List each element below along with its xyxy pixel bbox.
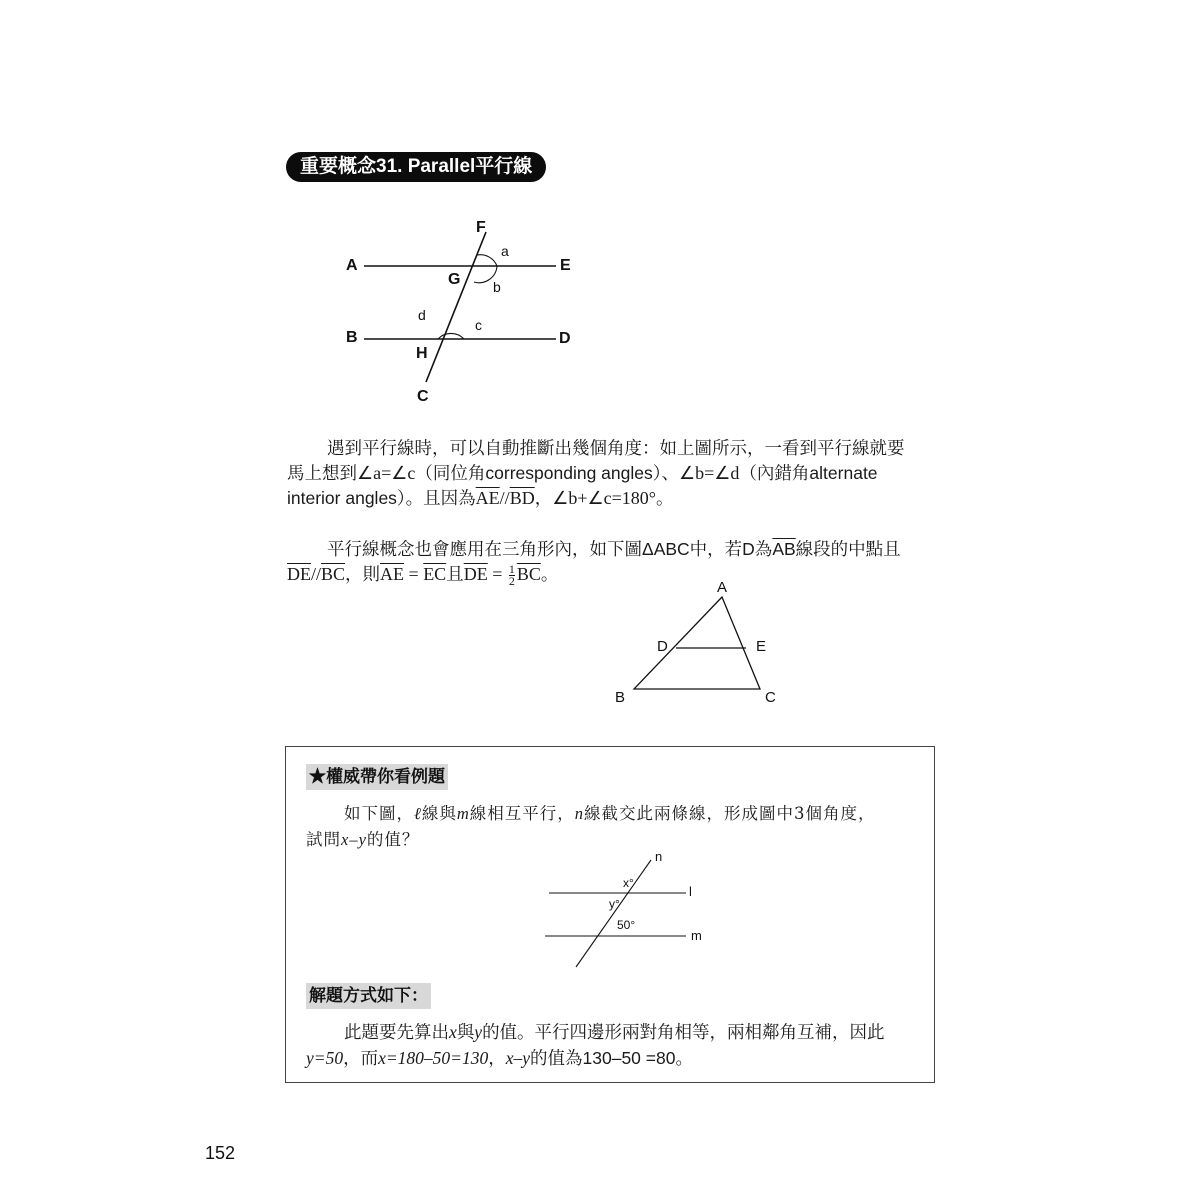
page-number: 152 <box>205 1143 236 1163</box>
paragraph-1-line-1: 遇到平行線時，可以自動推斷出幾個角度：如上圖所示，一看到平行線就要 <box>327 438 905 458</box>
solution-title: 解題方式如下： <box>306 983 431 1009</box>
example-question-line-1: 如下圖，ℓ線與m線相互平行，n線截交此兩條線，形成圖中3個角度， <box>344 804 876 823</box>
tri-label-D: D <box>657 638 668 655</box>
angle-label-b: b <box>493 279 501 295</box>
paragraph-1-line-2: 馬上想到∠a=∠c（同位角corresponding angles）、∠b=∠d（內錯角alternate <box>287 463 878 483</box>
angle-label-c: c <box>475 317 482 333</box>
label-G: G <box>448 271 461 288</box>
angle-y: y° <box>609 897 620 911</box>
label-A: A <box>346 257 358 274</box>
label-m: m <box>691 928 702 943</box>
label-C: C <box>417 388 429 405</box>
example-question <box>306 801 876 853</box>
angle-arc-a <box>477 255 497 266</box>
label-F: F <box>476 219 486 236</box>
label-n: n <box>655 849 663 864</box>
paragraph-2-line-1: 平行線概念也會應用在三角形內，如下圖ΔABC中，若D為$\overline{AB}$線段的中點且 <box>327 539 901 559</box>
paragraph-2-line-2: $\overline{DE}//\overline{BC}$，則$\overline{AE} = \overline{EC}$且$\overline{DE}$ = $\frac{1}{2}$ $\overline{BC}$。 <box>287 561 559 588</box>
label-B: B <box>346 329 358 346</box>
tri-label-B: B <box>615 689 626 706</box>
angle-arc-cd <box>438 333 464 339</box>
fraction-one-half: $\frac{1}{2}$ <box>508 561 515 588</box>
tri-label-A: A <box>717 579 728 596</box>
example-diagram <box>536 847 716 972</box>
example-question-line-2: 試問x–y的值？ <box>306 830 420 849</box>
paragraph-1-line-3: interior angles）。且因為$\overline{AE}//\overline{BD}$，∠b+∠c=180°。 <box>287 488 674 508</box>
tri-label-C: C <box>765 689 776 706</box>
angle-label-d: d <box>418 307 426 323</box>
label-E: E <box>560 257 571 274</box>
line-n <box>576 860 651 967</box>
section-heading: 重要概念31. Parallel平行線 <box>286 152 546 182</box>
label-l: l <box>689 884 692 899</box>
example-title: ★權威帶你看例題 <box>306 764 448 790</box>
solution-line-2: y=50，而x=180–50=130，x–y的值為130–50 =80。 <box>306 1048 693 1068</box>
tri-label-E: E <box>756 638 767 655</box>
angle-x: x° <box>623 876 634 890</box>
paragraph-2 <box>287 537 901 587</box>
solution-text <box>306 1019 885 1071</box>
triangle-diagram <box>600 575 800 710</box>
example-box <box>285 746 935 1083</box>
triangle-ABC <box>634 597 760 689</box>
parallel-lines-diagram <box>330 210 590 410</box>
label-D: D <box>559 330 571 347</box>
solution-line-1: 此題要先算出x與y的值。平行四邊形兩對角相等，兩相鄰角互補，因此 <box>344 1022 885 1042</box>
angle-label-a: a <box>501 243 509 259</box>
paragraph-1 <box>287 436 905 511</box>
label-H: H <box>416 345 428 362</box>
angle-50: 50° <box>617 918 636 932</box>
